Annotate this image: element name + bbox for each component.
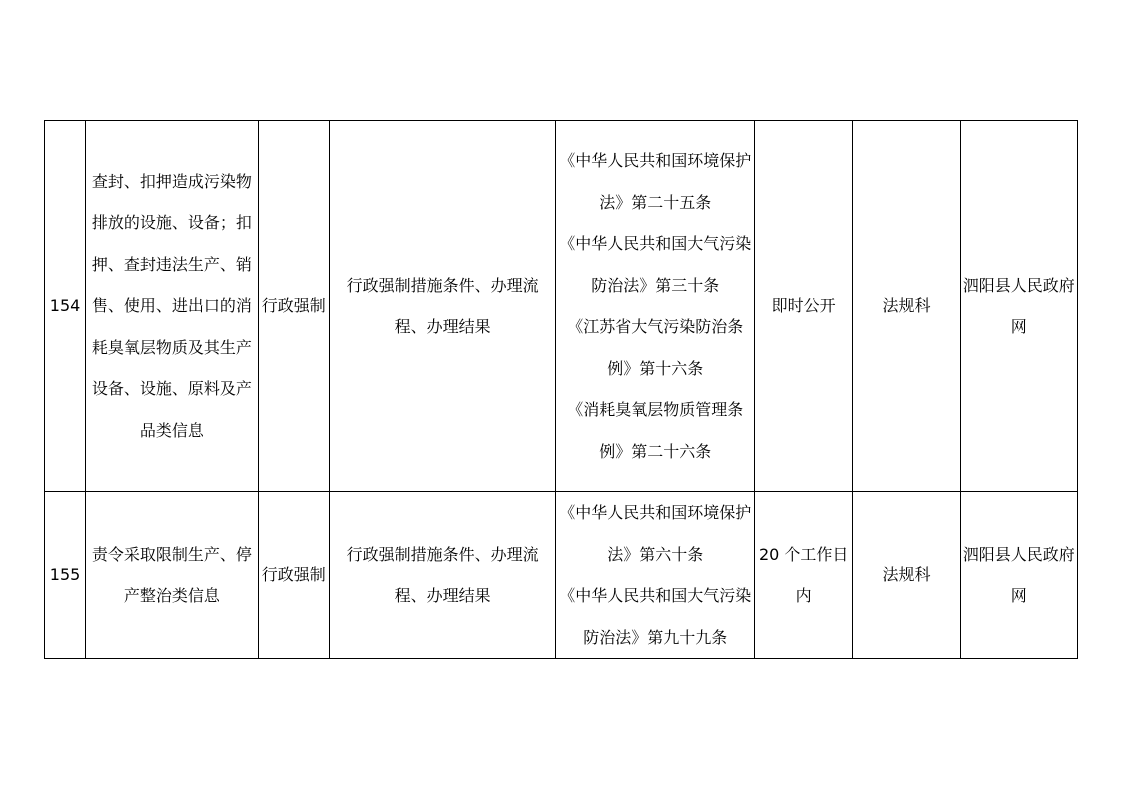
channel-text: 泗阳县人民政府网	[962, 275, 1075, 336]
table-row	[45, 492, 1078, 659]
channel-text: 泗阳县人民政府网	[962, 544, 1075, 605]
row-number: 155	[49, 565, 81, 585]
basis-line: 《中华人民共和国大气污染防治法》第三十条	[559, 234, 752, 295]
basis-cell	[556, 492, 755, 659]
category-text: 行政强制	[261, 296, 326, 316]
channel-cell	[960, 121, 1077, 492]
time-limit-text: 即时公开	[771, 296, 836, 316]
table-row	[45, 121, 1078, 492]
basis-cell	[556, 121, 755, 492]
department-text: 法规科	[882, 565, 931, 585]
category-cell	[258, 121, 329, 492]
channel-cell	[960, 492, 1077, 659]
time-limit-cell	[755, 121, 853, 492]
category-cell	[258, 492, 329, 659]
item-text: 责令采取限制生产、停产整治类信息	[91, 544, 252, 605]
department-cell	[853, 492, 960, 659]
content-cell	[329, 492, 556, 659]
item-cell	[86, 492, 259, 659]
basis-line: 《江苏省大气污染防治条例》第十六条	[567, 317, 744, 378]
category-text: 行政强制	[261, 565, 326, 585]
content-text: 行政强制措施条件、办理流程、办理结果	[346, 544, 539, 605]
time-limit-text: 20 个工作日内	[758, 544, 849, 605]
item-cell	[86, 121, 259, 492]
basis-line: 《中华人民共和国大气污染防治法》第九十九条	[559, 586, 752, 647]
disclosure-table	[44, 120, 1078, 659]
department-cell	[853, 121, 960, 492]
basis-line: 《消耗臭氧层物质管理条例》第二十六条	[567, 400, 744, 461]
row-number-cell	[45, 121, 86, 492]
department-text: 法规科	[882, 296, 931, 316]
content-cell	[329, 121, 556, 492]
row-number: 154	[49, 296, 81, 316]
row-number-cell	[45, 492, 86, 659]
basis-line: 《中华人民共和国环境保护法》第六十条	[559, 503, 752, 564]
item-text: 查封、扣押造成污染物排放的设施、设备；扣押、查封违法生产、销售、使用、进出口的消耗臭氧层物质及其生产设备、设施、原料及产品类信息	[91, 171, 252, 440]
time-limit-cell	[755, 492, 853, 659]
basis-line: 《中华人民共和国环境保护法》第二十五条	[559, 151, 752, 212]
content-text: 行政强制措施条件、办理流程、办理结果	[346, 275, 539, 336]
